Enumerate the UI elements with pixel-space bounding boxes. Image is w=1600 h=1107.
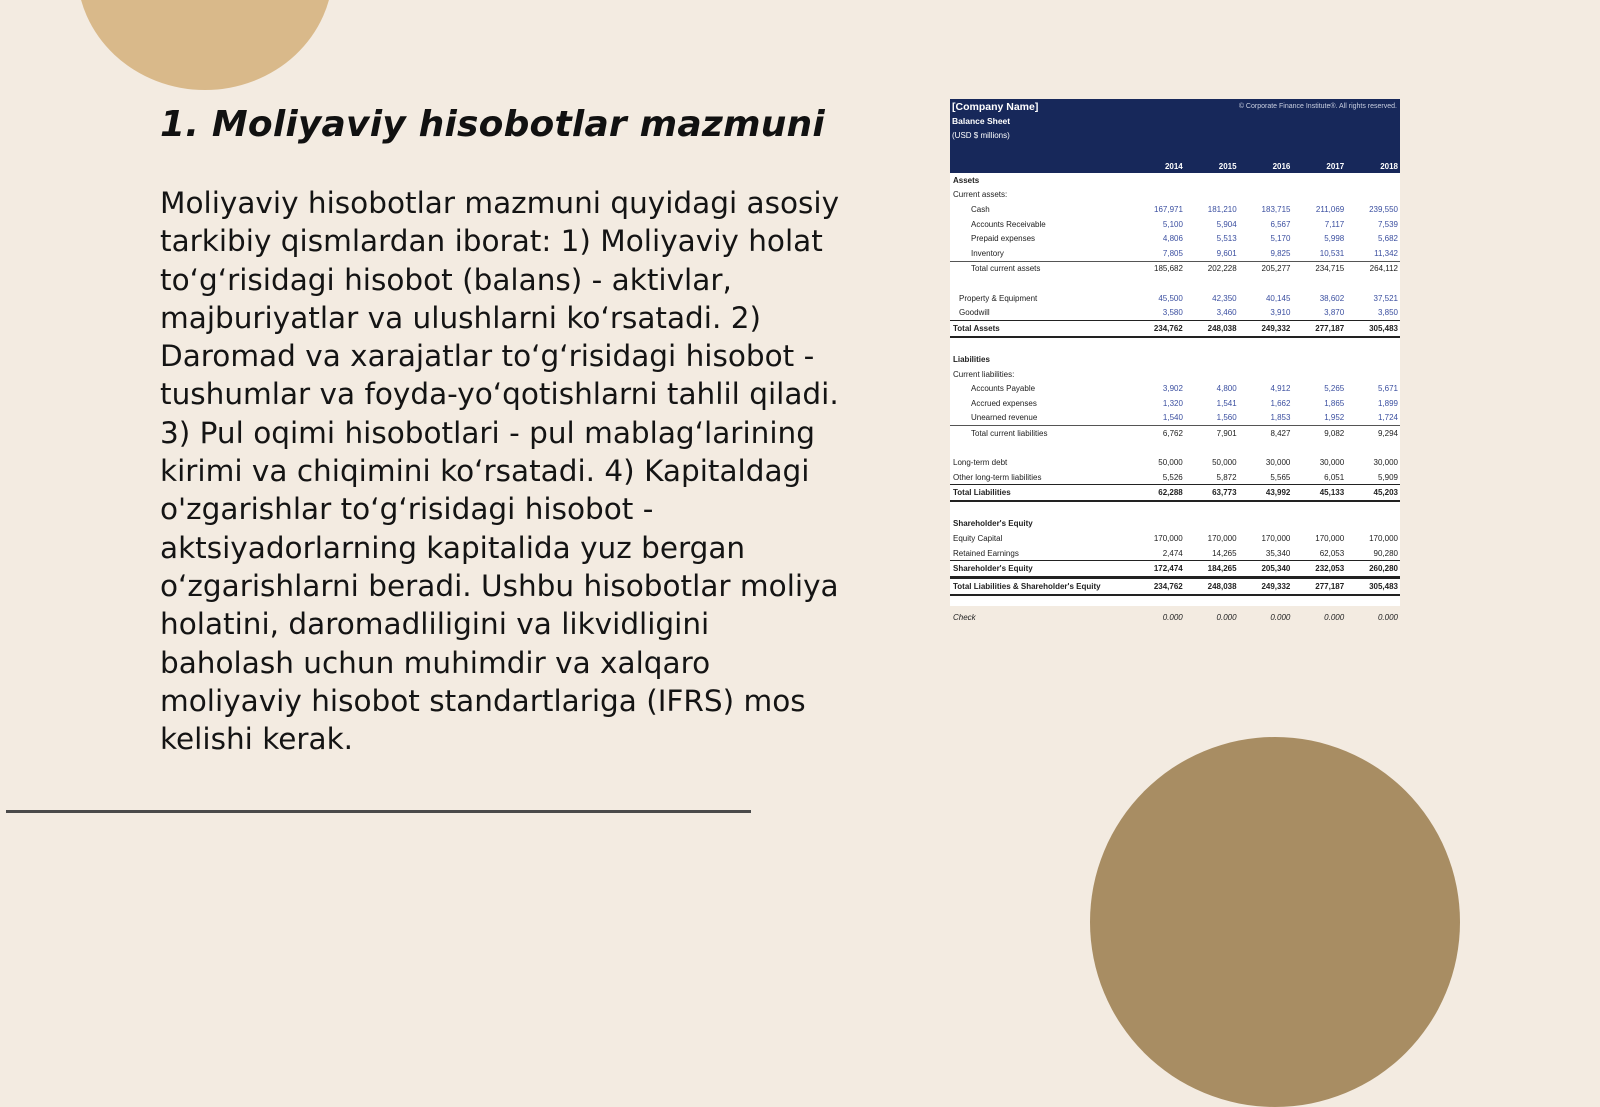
table-row	[950, 578, 1400, 596]
table-row	[950, 531, 1400, 546]
row-value: 43,992	[1265, 488, 1291, 498]
row-value: 185,682	[1154, 264, 1183, 274]
row-label: Unearned revenue	[971, 413, 1038, 423]
row-value: 167,971	[1154, 204, 1183, 214]
slide-body-text: Moliyaviy hisobotlar mazmuni quyidagi asosiy tarkibiy qismlardan iborat: 1) Moliyaviy holat to‘g‘risidagi hisobot (balans) - aktivlar, majburiyatlar va ulushlarni ko‘rsatadi. 2) Daromad va xarajatlar to‘g‘risidagi hisobot - tushumlar va foyda-yo‘qotishlarni tahlil qiladi. 3) Pul oqimi hisobotlari - pul mablag‘larining kirimi va chiqimini ko‘rsatadi. 4) Kapitaldagi o'zgarishlar to‘g‘risidagi hisobot - aktsiyadorlarning kapitalida yuz bergan o‘zgarishlarni beradi. Ushbu hisobotlar moliya holatini, daromadliligini va likvidligini baholash uchun muhimdir va xalqaro moliyaviy hisobot standartlariga (IFRS) mos kelishi kerak.	[160, 186, 840, 757]
year-header: 2017	[1326, 161, 1345, 171]
row-value: 5,904	[1216, 219, 1237, 229]
row-value: 181,210	[1207, 204, 1237, 214]
row-value: 7,539	[1377, 219, 1398, 229]
row-value: 202,228	[1207, 264, 1237, 274]
row-value: 5,682	[1377, 234, 1398, 244]
table-row	[950, 202, 1400, 217]
row-value: 1,899	[1377, 398, 1398, 408]
table-row	[950, 246, 1400, 261]
row-value: 0.000	[1162, 613, 1183, 623]
row-value: 7,805	[1162, 248, 1183, 258]
row-value: 30,000	[1373, 458, 1398, 468]
row-label: Total Assets	[953, 323, 1000, 333]
table-row	[950, 188, 1400, 203]
table-row	[950, 517, 1400, 532]
row-value: 10,531	[1319, 248, 1345, 258]
row-label: Current liabilities:	[953, 369, 1015, 379]
row-value: 1,541	[1216, 398, 1237, 408]
year-header: 2015	[1218, 161, 1237, 171]
row-value: 249,332	[1261, 581, 1291, 591]
row-value: 249,332	[1261, 323, 1291, 333]
row-value: 5,100	[1162, 219, 1183, 229]
spacer-row	[950, 502, 1400, 517]
row-value: 50,000	[1158, 458, 1183, 468]
row-value: 3,460	[1216, 308, 1237, 318]
row-value: 35,340	[1265, 548, 1291, 558]
row-value: 1,724	[1377, 413, 1398, 423]
row-value: 184,265	[1207, 564, 1237, 574]
row-value: 277,187	[1315, 323, 1345, 333]
spacer-row	[950, 276, 1400, 291]
row-label: Shareholder's Equity	[953, 564, 1033, 574]
row-label: Total current liabilities	[971, 428, 1048, 438]
table-row	[950, 411, 1400, 426]
row-value: 5,872	[1216, 472, 1237, 482]
table-row	[950, 320, 1400, 338]
row-value: 232,053	[1315, 564, 1345, 574]
row-value: 170,000	[1153, 534, 1183, 544]
table-row	[950, 231, 1400, 246]
sheet-title: Balance Sheet	[952, 116, 1011, 126]
row-value: 239,550	[1369, 204, 1398, 214]
table-row	[950, 352, 1400, 367]
row-label: Assets	[953, 175, 980, 185]
row-value: 0.000	[1270, 613, 1291, 623]
row-value: 5,671	[1377, 384, 1398, 394]
row-label: Accrued expenses	[971, 398, 1037, 408]
row-value: 9,601	[1216, 248, 1237, 258]
row-label: Cash	[971, 204, 990, 214]
row-value: 1,865	[1324, 398, 1345, 408]
table-row	[950, 425, 1400, 441]
row-value: 1,662	[1270, 398, 1291, 408]
row-value: 183,715	[1261, 204, 1291, 214]
row-value: 6,567	[1270, 219, 1291, 229]
row-value: 90,280	[1373, 548, 1398, 558]
table-row	[950, 470, 1400, 485]
table-row	[950, 367, 1400, 382]
row-value: 9,825	[1270, 248, 1291, 258]
row-value: 62,053	[1319, 548, 1345, 558]
row-value: 40,145	[1265, 293, 1291, 303]
row-value: 1,853	[1270, 413, 1291, 423]
row-value: 264,112	[1369, 264, 1398, 274]
row-value: 9,082	[1324, 428, 1345, 438]
copyright-note: © Corporate Finance Institute®. All rights reserved.	[1238, 103, 1397, 110]
row-value: 234,762	[1153, 581, 1183, 591]
row-value: 1,320	[1162, 398, 1183, 408]
year-header: 2014	[1164, 161, 1183, 171]
table-row	[950, 173, 1400, 188]
row-value: 45,203	[1373, 488, 1398, 498]
row-value: 7,901	[1216, 428, 1237, 438]
row-value: 248,038	[1207, 581, 1237, 591]
row-value: 0.000	[1324, 613, 1345, 623]
row-value: 170,000	[1207, 534, 1237, 544]
row-value: 5,513	[1216, 234, 1237, 244]
row-value: 5,265	[1324, 384, 1345, 394]
row-value: 3,910	[1270, 308, 1291, 318]
row-label: Goodwill	[959, 308, 990, 318]
row-value: 234,715	[1315, 264, 1345, 274]
row-label: Liabilities	[953, 354, 990, 364]
row-value: 38,602	[1319, 293, 1345, 303]
row-value: 0.000	[1377, 613, 1398, 623]
row-value: 248,038	[1207, 323, 1237, 333]
table-row	[950, 381, 1400, 396]
row-value: 9,294	[1377, 428, 1398, 438]
row-value: 5,170	[1270, 234, 1291, 244]
row-label: Inventory	[971, 248, 1004, 258]
table-row	[950, 217, 1400, 232]
row-value: 172,474	[1153, 564, 1183, 574]
row-value: 277,187	[1315, 581, 1345, 591]
divider-line	[6, 810, 751, 813]
company-name: [Company Name]	[952, 101, 1039, 113]
table-row	[950, 484, 1400, 502]
row-value: 0.000	[1216, 613, 1237, 623]
row-label: Total current assets	[971, 264, 1041, 274]
balance-sheet-header	[950, 99, 1400, 159]
year-header-row	[950, 159, 1400, 173]
row-value: 6,762	[1162, 428, 1183, 438]
row-value: 11,342	[1374, 248, 1398, 258]
row-label: Current assets:	[953, 190, 1008, 200]
row-value: 6,051	[1324, 472, 1345, 482]
row-label: Prepaid expenses	[971, 234, 1036, 244]
row-value: 170,000	[1261, 534, 1291, 544]
row-value: 50,000	[1212, 458, 1237, 468]
row-value: 14,265	[1212, 548, 1237, 558]
row-value: 170,000	[1315, 534, 1345, 544]
row-value: 42,350	[1212, 293, 1237, 303]
row-label: Equity Capital	[953, 534, 1003, 544]
row-label: Retained Earnings	[953, 548, 1019, 558]
row-value: 3,902	[1162, 384, 1183, 394]
row-value: 5,565	[1270, 472, 1291, 482]
table-row	[950, 546, 1400, 561]
row-label: Property & Equipment	[959, 293, 1038, 303]
row-value: 30,000	[1265, 458, 1291, 468]
table-row	[950, 455, 1400, 470]
row-value: 4,800	[1216, 384, 1237, 394]
row-label: Shareholder's Equity	[953, 519, 1033, 529]
row-value: 211,069	[1315, 204, 1345, 214]
row-value: 3,580	[1162, 308, 1183, 318]
row-value: 62,288	[1158, 488, 1183, 498]
spacer-row	[950, 338, 1400, 353]
row-value: 260,280	[1369, 564, 1398, 574]
row-label: Total Liabilities & Shareholder's Equity	[953, 581, 1101, 591]
table-row	[950, 305, 1400, 320]
row-label: Total Liabilities	[953, 488, 1011, 498]
row-value: 4,912	[1270, 384, 1291, 394]
row-value: 1,952	[1324, 413, 1345, 423]
year-header: 2016	[1272, 161, 1291, 171]
row-value: 45,133	[1319, 488, 1345, 498]
slide-title: 1. Moliyaviy hisobotlar mazmuni	[160, 104, 825, 145]
spacer-row	[950, 596, 1400, 611]
decorative-circle-bottom	[1090, 737, 1460, 1107]
sheet-units: (USD $ millions)	[952, 131, 1010, 140]
row-label: Accounts Payable	[971, 384, 1036, 394]
row-value: 1,560	[1216, 413, 1237, 423]
row-label: Check	[953, 613, 976, 623]
row-value: 7,117	[1324, 219, 1345, 229]
table-row	[950, 291, 1400, 306]
row-value: 3,850	[1377, 308, 1398, 318]
row-value: 63,773	[1212, 488, 1237, 498]
row-value: 45,500	[1158, 293, 1183, 303]
balance-sheet-rows	[950, 173, 1400, 625]
row-value: 37,521	[1373, 293, 1398, 303]
row-label: Other long-term liabilities	[953, 472, 1042, 482]
row-value: 5,909	[1377, 472, 1398, 482]
balance-sheet-image	[950, 99, 1400, 623]
row-value: 205,340	[1261, 564, 1291, 574]
spacer-row	[950, 441, 1400, 456]
row-value: 5,998	[1324, 234, 1345, 244]
row-value: 205,277	[1261, 264, 1291, 274]
row-value: 5,526	[1162, 472, 1183, 482]
row-value: 4,806	[1162, 234, 1183, 244]
table-row	[950, 261, 1400, 277]
table-row	[950, 560, 1400, 578]
row-label: Long-term debt	[953, 458, 1008, 468]
row-value: 170,000	[1369, 534, 1398, 544]
row-value: 305,483	[1369, 323, 1398, 333]
row-value: 8,427	[1270, 428, 1291, 438]
row-value: 2,474	[1162, 548, 1183, 558]
row-value: 3,870	[1324, 308, 1345, 318]
table-row	[950, 610, 1400, 625]
decorative-circle-top	[77, 0, 333, 90]
row-value: 234,762	[1153, 323, 1183, 333]
row-value: 30,000	[1319, 458, 1345, 468]
table-row	[950, 396, 1400, 411]
row-label: Accounts Receivable	[971, 219, 1046, 229]
year-header: 2018	[1380, 161, 1398, 171]
row-value: 305,483	[1369, 581, 1398, 591]
row-value: 1,540	[1162, 413, 1183, 423]
